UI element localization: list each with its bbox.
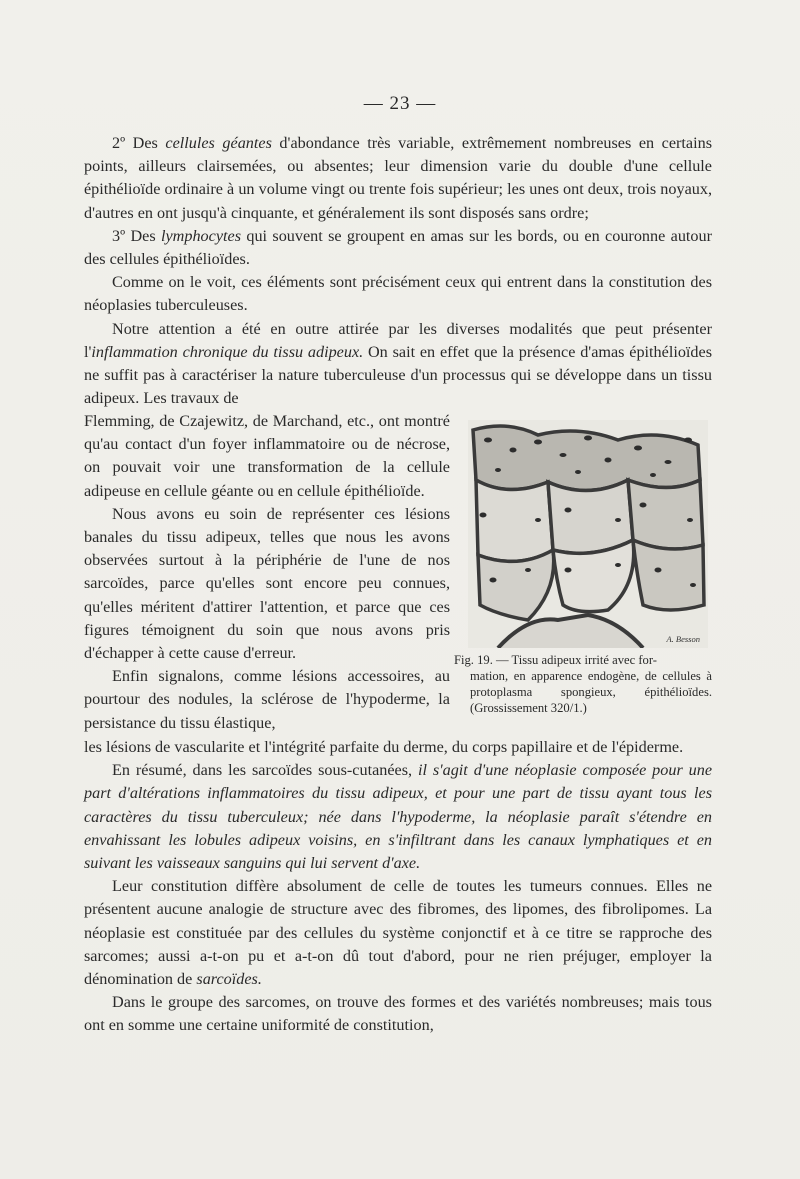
paragraph bbox=[84, 225, 712, 271]
body-text: qui souvent se groupent en amas sur les bords, ou en couronne autour des cellules épithélioïdes. bbox=[84, 226, 712, 269]
paragraph bbox=[84, 665, 450, 735]
paragraph bbox=[84, 318, 712, 411]
paragraph bbox=[84, 875, 712, 991]
body-text: Enfin signalons, comme lésions accessoires, au pourtour des nodules, la sclérose de l'hypoderme, la persistance du tissu élastique, bbox=[84, 667, 450, 732]
page-number: — 23 — bbox=[363, 93, 437, 114]
body-text: les lésions de vascularite et l'intégrité parfaite du derme, du corps papillaire et de l'épiderme. bbox=[84, 738, 684, 756]
text-block-left-column bbox=[84, 410, 450, 735]
figure-caption bbox=[454, 652, 712, 716]
caption-continuation: mation, en apparence endogène, de cellules à protoplasma spongieux, épithélioïdes. (Grossissement 320/1.) bbox=[470, 669, 712, 715]
text-block-top bbox=[84, 132, 712, 410]
paragraph bbox=[84, 271, 712, 317]
italic-text: sarcoïdes. bbox=[196, 970, 262, 989]
body-text: En résumé, dans les sarcoïdes sous-cutanées, bbox=[112, 761, 418, 780]
body-text: Comme on le voit, ces éléments sont précisément ceux qui entrent dans la constitution des néoplasies tuberculeuses. bbox=[84, 273, 712, 315]
adipose-tissue-illustration bbox=[468, 420, 708, 648]
paragraph bbox=[84, 132, 712, 225]
body-text: 2º Des bbox=[112, 134, 166, 152]
paragraph bbox=[84, 759, 712, 875]
artist-signature: A. Besson bbox=[666, 634, 700, 644]
body-text: On sait en effet que la présence d'amas épithélioïdes ne suffit pas à caractériser la nature tuberculeuse d'un processus qui se développe dans un tissu adipeux. Les travaux de bbox=[84, 342, 712, 408]
paragraph bbox=[84, 736, 712, 759]
body-text: Notre attention a été en outre attirée par les diverses modalités que peut présenter l' bbox=[84, 319, 712, 361]
body-text: d'abondance très variable, extrêmement nombreuses en certains points, ailleurs clairsemées, ou absentes; leur dimension varie du double d'une cellule épithélioïde ordinaire à un volume vingt ou trente fois supérieur; les unes ont deux, trois noyaux, d'autres en ont jusqu'à cinquante, et généralement ils sont disposés sans ordre; bbox=[84, 134, 712, 222]
paragraph bbox=[84, 991, 712, 1037]
caption-line-1: Fig. 19. — Tissu adipeux irrité avec for- bbox=[454, 653, 657, 667]
paragraph bbox=[84, 410, 450, 503]
text-block-bottom bbox=[84, 736, 712, 1038]
italic-text: inflammation chronique du tissu adipeux. bbox=[91, 342, 364, 361]
italic-text: cellules géantes bbox=[165, 134, 272, 152]
paragraph bbox=[84, 503, 450, 665]
histology-figure bbox=[468, 420, 708, 648]
body-text: Leur constitution diffère absolument de celle de toutes les tumeurs connues. Elles ne présentent aucune analogie de structure avec des fibromes, des lipomes, des fibrolipomes. La néoplasie est constituée par des cellules du système conjonctif et à ce titre se rapproche des sarcomes; aussi a-t-on pu et a-t-on dû tout d'abord, pour ne rien préjuger, employer la dénomination de bbox=[84, 877, 712, 989]
italic-text: il s'agit d'une néoplasie composée pour une part d'altérations inflammatoires du tissu adipeux, et pour une part de tissu ayant tous les caractères du tissu tuberculeux; née dans l'hypoderme, la néoplasie paraît s'étendre en envahissant les lobules adipeux voisins, en s'infiltrant dans les canaux lymphatiques et en suivant les vaisseaux sanguins qui lui servent d'axe. bbox=[84, 761, 713, 873]
body-text: 3º Des bbox=[112, 226, 161, 245]
body-text: Dans le groupe des sarcomes, on trouve des formes et des variétés nombreuses; mais tous ont en somme une certaine uniformité de constitution, bbox=[84, 993, 712, 1035]
body-text: Nous avons eu soin de représenter ces lésions banales du tissu adipeux, telles que nous les avons observées surtout à la périphérie de l'une de nos sarcoïdes, parce qu'elles sont encore peu connues, qu'elles méritent d'attirer l'attention, et parce que ces figures témoignent du soin que nous avons pris d'échapper à cette cause d'erreur. bbox=[84, 504, 450, 663]
body-text: Flemming, de Czajewitz, de Marchand, etc., ont montré qu'au contact d'un foyer inflammatoire ou de nécrose, on pouvait voir une transformation de la cellule adipeuse en cellule géante ou en cellule épithélioïde. bbox=[84, 412, 450, 500]
italic-text: lymphocytes bbox=[161, 226, 242, 245]
